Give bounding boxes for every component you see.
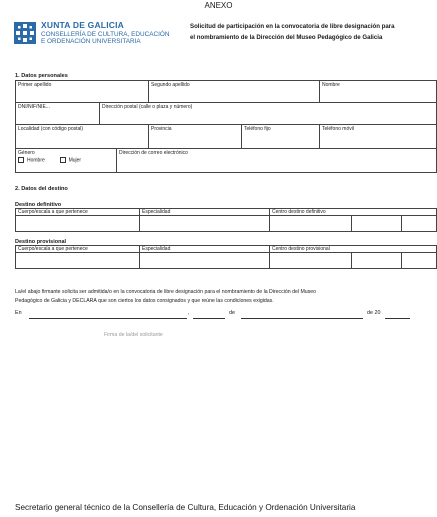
gender-label: Género xyxy=(18,149,35,156)
provisional-destination-title: Destino provisional xyxy=(15,239,67,245)
postal-address-label: Dirección postal (calle o plaza y número) xyxy=(102,103,193,110)
provisional-body-input[interactable] xyxy=(16,253,140,269)
second-surname-field[interactable] xyxy=(149,81,320,103)
definitive-center-input[interactable] xyxy=(270,216,352,232)
logo-name: XUNTA DE GALICIA xyxy=(41,20,125,30)
definitive-center-extra-input[interactable] xyxy=(402,216,437,232)
definitive-destination-table xyxy=(15,208,437,232)
xunta-logo xyxy=(14,20,184,52)
declaration-statement xyxy=(15,288,415,306)
definitive-specialty-header xyxy=(140,209,270,216)
definitive-specialty-input[interactable] xyxy=(140,216,270,232)
provisional-specialty-header xyxy=(140,246,270,253)
name-field[interactable] xyxy=(320,81,437,103)
definitive-body-header xyxy=(16,209,140,216)
logo-dept-line1: CONSELLERÍA DE CULTURA, EDUCACIÓN xyxy=(41,31,170,38)
place-date-line xyxy=(15,310,435,320)
mobile-field[interactable] xyxy=(320,125,437,149)
id-number-label: DNI/NIF/NIE... xyxy=(18,103,50,110)
year-prefix-label: de 20 xyxy=(367,310,381,316)
declaration-line2: Pedagógico de Galicia y DECLARA que son ciertos los datos consignados y que reúne las condiciones exigidas. xyxy=(15,298,274,304)
declaration-line1: La/el abajo firmante solicita ser admitida/o en la convocatoria de libre designación para el nombramiento de la Dirección del Museo xyxy=(15,289,317,295)
locality-label: Localidad (con código postal) xyxy=(18,125,84,132)
mobile-label: Teléfono móvil xyxy=(322,125,354,132)
xunta-cross-icon xyxy=(14,22,36,44)
first-surname-label: Primer apellido xyxy=(18,81,52,88)
second-surname-label: Segundo apellido xyxy=(151,81,190,88)
logo-dept-line2: E ORDENACIÓN UNIVERSITARIA xyxy=(41,38,141,46)
provisional-center-label: Centro destino provisional xyxy=(272,246,330,252)
gender-female-label: Mujer xyxy=(68,156,82,163)
province-label: Provincia xyxy=(151,125,172,132)
definitive-destination-title: Destino definitivo xyxy=(15,202,62,208)
gender-field xyxy=(16,149,117,173)
landline-label: Teléfono fijo xyxy=(244,125,271,132)
gender-male-label: Hombre xyxy=(27,156,45,163)
definitive-specialty-label: Especialidad xyxy=(142,209,171,215)
provisional-body-label: Cuerpo/escala a que pertenece xyxy=(18,246,88,252)
annex-title: ANEXO xyxy=(204,1,233,10)
request-title-line2: el nombramiento de la Dirección del Museo Pedagógico de Galicia xyxy=(190,34,383,41)
place-label: En xyxy=(15,310,22,316)
definitive-center-header xyxy=(270,209,437,216)
request-title xyxy=(190,21,435,43)
definitive-body-label: Cuerpo/escala a que pertenece xyxy=(18,209,88,215)
provisional-center-code-input[interactable] xyxy=(352,253,402,269)
logo-department xyxy=(41,31,169,46)
first-surname-field[interactable] xyxy=(16,81,149,103)
locality-field[interactable] xyxy=(16,125,149,149)
place-input[interactable] xyxy=(29,318,187,319)
postal-address-field[interactable] xyxy=(100,103,437,125)
day-input[interactable] xyxy=(193,318,225,319)
gender-female-checkbox[interactable] xyxy=(60,157,66,163)
provisional-destination-table xyxy=(15,245,437,269)
provisional-specialty-input[interactable] xyxy=(140,253,270,269)
email-label: Dirección de correo electrónico xyxy=(119,149,188,156)
gender-options xyxy=(18,157,114,163)
definitive-center-label: Centro destino definitivo xyxy=(272,209,326,215)
definitive-body-input[interactable] xyxy=(16,216,140,232)
section-personal-title: 1. Datos personales xyxy=(15,73,68,79)
signature-label: Firma de la/del solicitante xyxy=(104,332,163,338)
provisional-specialty-label: Especialidad xyxy=(142,246,171,252)
month-of-label: de xyxy=(229,310,235,316)
provisional-body-header xyxy=(16,246,140,253)
recipient-footer: Secretario general técnico de la Consellería de Cultura, Educación y Ordenación Universitaria xyxy=(15,503,356,512)
section-destination-title: 2. Datos del destino xyxy=(15,186,68,192)
month-input[interactable] xyxy=(241,318,363,319)
definitive-center-code-input[interactable] xyxy=(352,216,402,232)
gender-male-checkbox[interactable] xyxy=(18,157,24,163)
provisional-center-input[interactable] xyxy=(270,253,352,269)
email-field[interactable] xyxy=(117,149,437,173)
place-comma: , xyxy=(188,310,190,316)
landline-field[interactable] xyxy=(242,125,320,149)
provisional-center-extra-input[interactable] xyxy=(402,253,437,269)
province-field[interactable] xyxy=(149,125,242,149)
id-number-field[interactable] xyxy=(16,103,100,125)
year-input[interactable] xyxy=(385,318,410,319)
request-title-line1: Solicitud de participación en la convocatoria de libre designación para xyxy=(190,23,395,30)
personal-data-table xyxy=(15,80,437,173)
name-label: Nombre xyxy=(322,81,340,88)
provisional-center-header xyxy=(270,246,437,253)
